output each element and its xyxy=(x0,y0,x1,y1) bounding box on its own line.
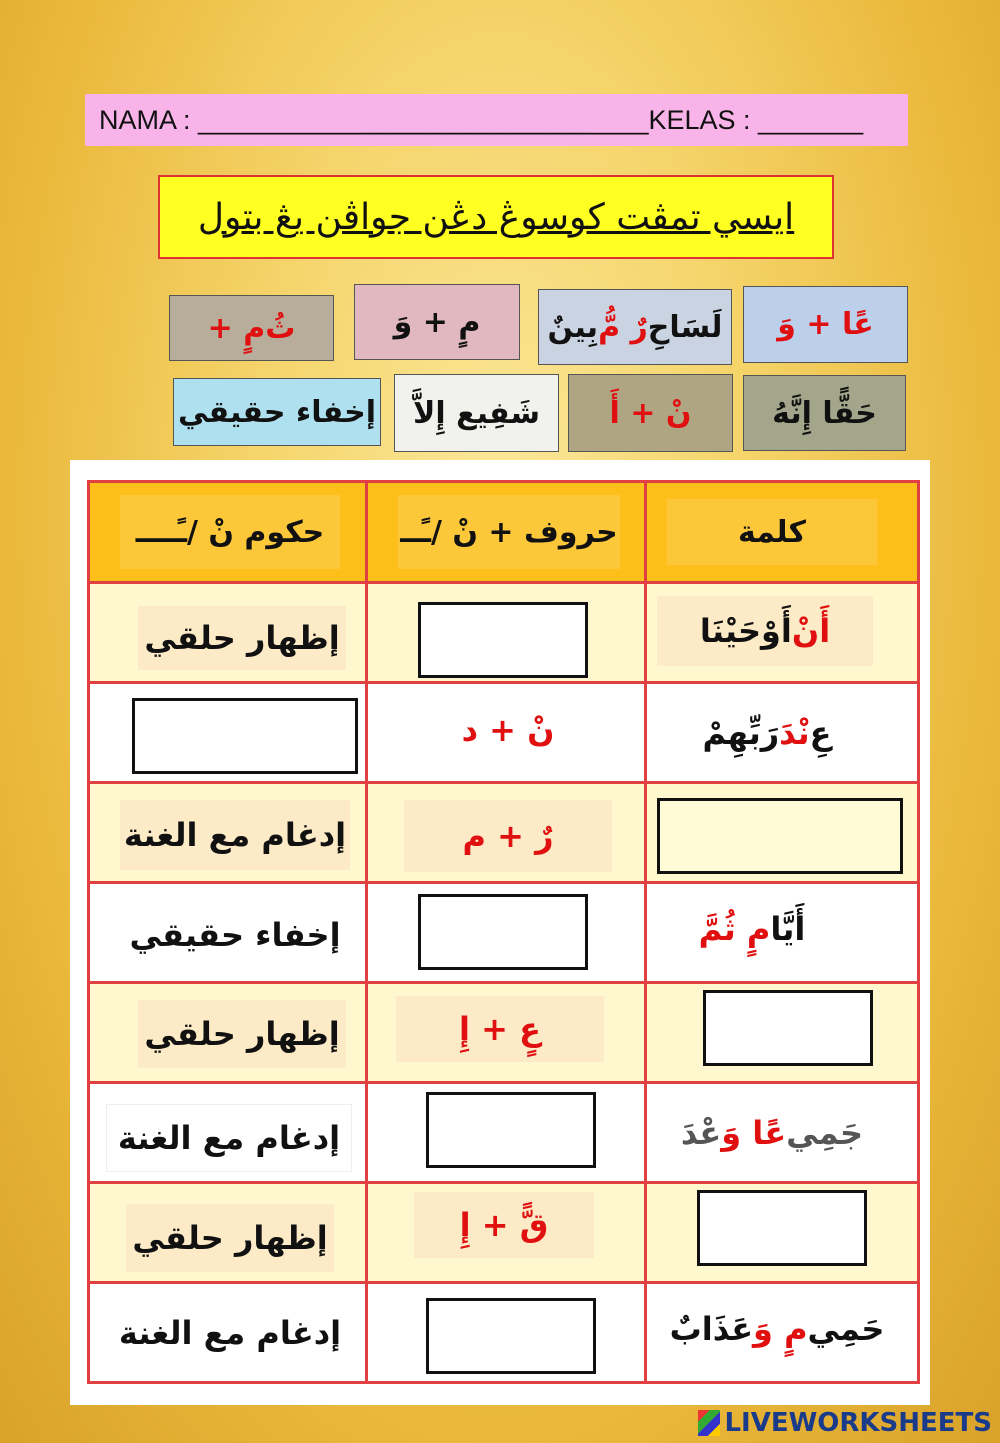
name-class-text: NAMA : ______________________________KELAS : _______ xyxy=(99,104,864,135)
header-cell-huruf xyxy=(365,480,647,584)
logo-text: LIVEWORKSHEETS xyxy=(724,1408,992,1438)
kalimah-part: مٍ ثُمَّ xyxy=(698,910,771,948)
kalimah-part: عِ xyxy=(809,714,832,752)
worksheet-table xyxy=(70,460,930,1405)
answer-box[interactable] xyxy=(697,1190,867,1266)
hukum-text: إظهار حلقي xyxy=(138,606,346,670)
kalimah-part: عَذَابٌ xyxy=(669,1310,754,1348)
huruf-text: رٌ + م xyxy=(404,800,612,872)
liveworksheets-icon xyxy=(698,1410,720,1436)
table-row xyxy=(365,981,647,1084)
tile-text: نْ + أَ xyxy=(609,395,692,431)
huruf-text: نْ + د xyxy=(461,711,555,749)
kalimah-part: جَمِي xyxy=(786,1114,864,1152)
hukum-text: إظهار حلقي xyxy=(138,1000,346,1068)
answer-box[interactable] xyxy=(426,1092,596,1168)
huruf-text: قًّ + إِ xyxy=(414,1192,594,1258)
hukum-text: إخفاء حقيقي xyxy=(129,916,341,954)
tile-mim-tha[interactable] xyxy=(169,295,334,361)
hukum-text: إظهار حلقي xyxy=(126,1204,334,1272)
tile-shafi-illa[interactable] xyxy=(394,374,559,452)
answer-box[interactable] xyxy=(132,698,358,774)
kalimah-text xyxy=(657,596,873,666)
answer-box[interactable] xyxy=(657,798,903,874)
table-row xyxy=(644,981,920,1084)
answer-box[interactable] xyxy=(703,990,873,1066)
table-row xyxy=(644,881,920,984)
kalimah-text xyxy=(669,1294,885,1364)
table-row xyxy=(365,1281,647,1384)
table-row xyxy=(365,1081,647,1184)
liveworksheets-logo[interactable] xyxy=(698,1407,992,1439)
answer-box[interactable] xyxy=(418,602,588,678)
kalimah-part: نْدَ xyxy=(779,714,810,752)
kalimah-text xyxy=(680,1098,864,1168)
kalimah-part: عْدَ xyxy=(680,1114,722,1152)
header-cell-kalimah xyxy=(644,480,920,584)
kalimah-text xyxy=(667,698,867,768)
table-row xyxy=(644,1281,920,1384)
kalimah-part: أَيَّا xyxy=(770,910,806,948)
table-row xyxy=(365,881,647,984)
tile-text: حَقًّا إِنَّهُ xyxy=(772,395,877,431)
tile-text: لَسَاحِ xyxy=(647,309,723,345)
tile-haqqan-innahu[interactable] xyxy=(743,375,906,451)
hukum-text: إدغام مع الغنة xyxy=(120,800,350,870)
header-kalimah: كلمة xyxy=(667,499,877,565)
table-row xyxy=(644,781,920,884)
tile-text: بِينٌ xyxy=(547,309,599,345)
header-hukum: حكوم نْ /ـًــــ xyxy=(120,495,340,569)
tile-text: مٍ + وَ xyxy=(393,304,481,340)
tile-mim-waw[interactable] xyxy=(354,284,520,360)
header-huruf: حروف + نْ /ـًــ xyxy=(398,495,620,569)
table-row xyxy=(644,1181,920,1284)
kalimah-part: رَبِّهِمْ xyxy=(702,714,780,752)
answer-box[interactable] xyxy=(418,894,588,970)
kalimah-part: مٍ وَ xyxy=(753,1310,808,1348)
hukum-text: إدغام مع الغنة xyxy=(118,1314,342,1352)
tile-text: عًا + وَ xyxy=(777,307,874,342)
table-row xyxy=(644,681,920,784)
name-class-bar xyxy=(85,94,908,146)
kalimah-text xyxy=(667,894,837,964)
kalimah-part: حَمِي xyxy=(807,1310,885,1348)
hukum-text: إدغام مع الغنة xyxy=(106,1104,352,1172)
table-row xyxy=(87,881,368,984)
kalimah-part: أَنْ xyxy=(791,612,831,650)
answer-box[interactable] xyxy=(426,1298,596,1374)
tile-text: مٍ + xyxy=(207,310,266,346)
tile-ain-waw[interactable] xyxy=(743,286,908,363)
tile-text: شَفِيع إِلاَّ xyxy=(413,395,540,431)
tile-text: ثُ xyxy=(265,310,296,346)
tile-lasahir[interactable] xyxy=(538,289,732,365)
tile-ikhfa-haqiqi[interactable] xyxy=(173,378,381,446)
table-row xyxy=(87,781,368,884)
table-row xyxy=(87,681,368,784)
table-row xyxy=(644,1081,920,1184)
huruf-text: عٍ + إِ xyxy=(396,996,604,1062)
table-row xyxy=(365,581,647,684)
table-row xyxy=(87,581,368,684)
kalimah-part: عًا وَ xyxy=(721,1114,787,1152)
tile-nun-alif[interactable] xyxy=(568,374,733,452)
kalimah-part: أَوْحَيْنَا xyxy=(699,612,792,650)
table-row xyxy=(365,681,647,784)
tile-text: إخفاء حقيقي xyxy=(178,394,376,430)
table-row xyxy=(87,1081,368,1184)
table-row xyxy=(87,1181,368,1284)
table-row xyxy=(365,1181,647,1284)
header-cell-hukum xyxy=(87,480,368,584)
table-row xyxy=(87,1281,368,1384)
table-row xyxy=(644,581,920,684)
table-row xyxy=(87,981,368,1084)
table-row xyxy=(365,781,647,884)
instruction-title: ايسي تمڤت كوسوڠ دڠن جواڤن يڠ بتول xyxy=(158,175,834,259)
tile-text: رٌ مُّ xyxy=(598,309,648,345)
